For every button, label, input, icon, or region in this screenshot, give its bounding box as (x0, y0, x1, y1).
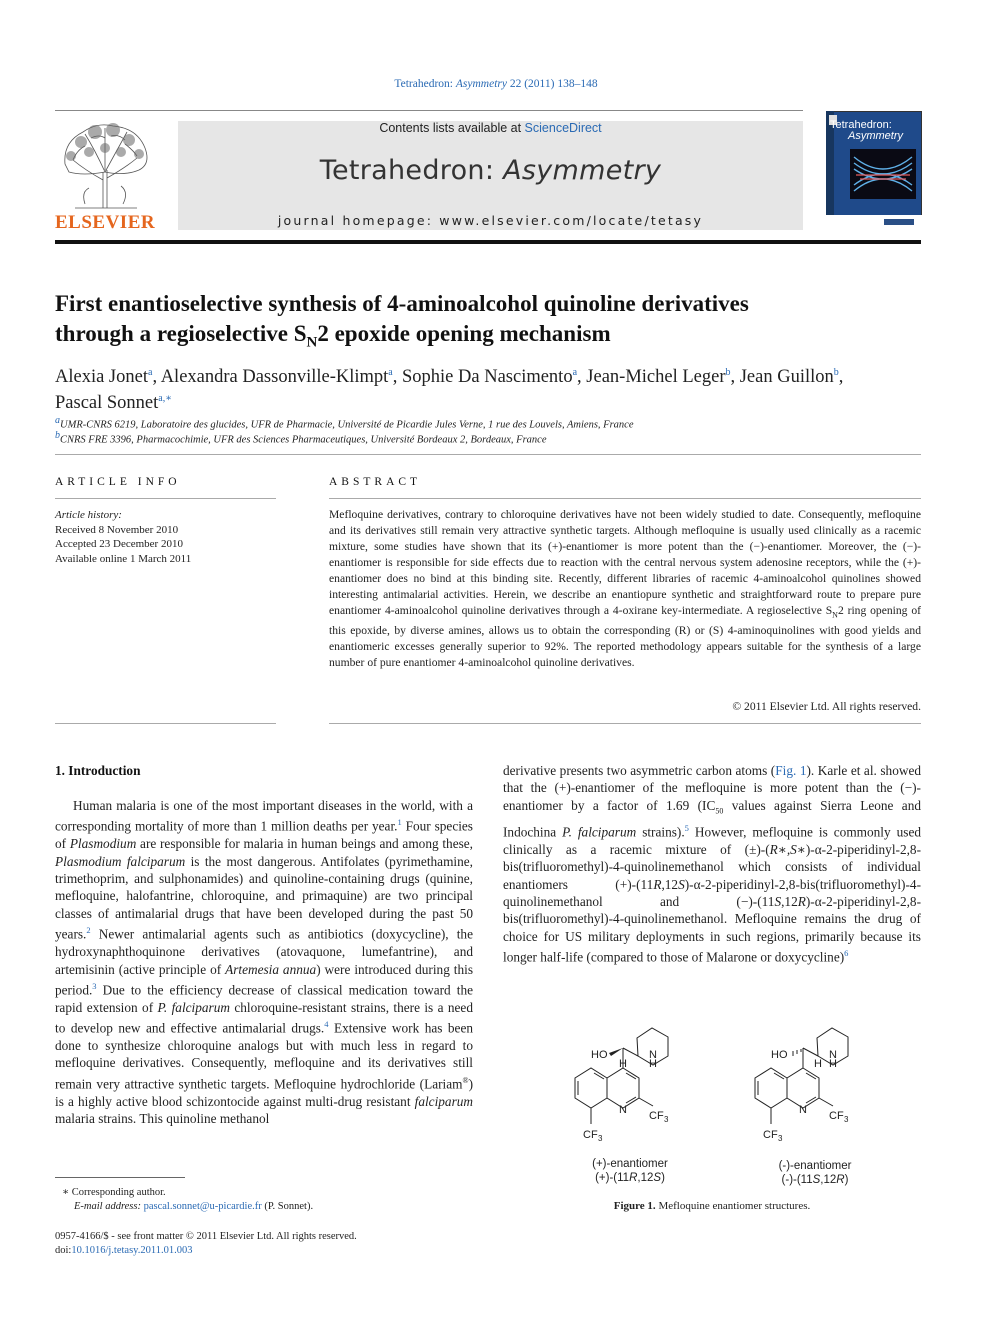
nitrogen-label: N (799, 1104, 807, 1116)
footnote-rule (55, 1177, 185, 1178)
stereo-hash (793, 1049, 801, 1056)
nitrogen-label: N (649, 1049, 657, 1061)
hydrogen-label: H (814, 1058, 822, 1070)
journal-name: Tetrahedron: Asymmetry (319, 155, 662, 186)
figure-1-caption: Figure 1. Mefloquine enantiomer structures. (613, 1200, 811, 1212)
email-note: E-mail address: pascal.sonnet@u-picardie.fr (P. Sonnet). (74, 1201, 314, 1212)
elsevier-wordmark: ELSEVIER (55, 212, 156, 233)
mefloquine-minus-structure (745, 1020, 885, 1155)
abstract-rule (329, 498, 921, 499)
sciencedirect-link[interactable]: ScienceDirect (524, 121, 602, 135)
contents-available: Contents lists available at ScienceDirect (379, 121, 602, 135)
cf3-subscript: 3 (598, 1134, 603, 1143)
figure-1-link[interactable]: Fig. 1 (775, 763, 807, 778)
reference-link[interactable]: 6 (844, 948, 849, 959)
article-info-label: ARTICLE INFO (55, 476, 181, 488)
enantiomer-label-minus: (-)-enantiomer (-)-(11S,12R) (778, 1160, 852, 1186)
header-bottom-rule (55, 240, 921, 244)
abstract-bottom-rule (329, 723, 921, 724)
cover-title: Tetrahedron: Asymmetry (830, 119, 903, 142)
author[interactable]: Pascal Sonnet$^{a,∗}$ (55, 393, 173, 414)
cf3-label: CF (583, 1129, 598, 1141)
elsevier-tree-logo (55, 120, 155, 212)
author[interactable]: Alexandra Dassonville-Klimpt$^a$ (160, 367, 393, 388)
cf3-label: CF (763, 1129, 778, 1141)
hydrogen-label: H (829, 1058, 837, 1070)
reference-link[interactable]: 2 (86, 925, 91, 936)
article-info-rule (55, 498, 276, 499)
cf3-subscript: 3 (844, 1115, 849, 1124)
intro-paragraph-1: Human malaria is one of the most important diseases in the world, with a corresponding mortality of more than 1 million deaths per year.$^1$ Four species of Plasmodium are responsible for malaria in human beings and among these, Plasmodium falciparum is the most dangerous. Antifolates (pyrimethamine, trimethoprim, and sulphonamides) and quinoline-containing drugs (quinine, mefloquine, halofantrine, chloroquine, and primaquine) are two principal classes of antimalarial drugs that have been developed during the past 50 years.$^2$ Newer antimalarial agents such as antibiotics (doxycycline), the hydroxynaphthoquinone derivatives (atovaquone, lumefantrine), and artemisinin (active principle of Artemesia annua) were introduced during this period.$^3$ Due to the efficiency decrease of classical medication toward the rapid extension of P. falciparum chloroquine-resistant strains, there is a need to develop new and effective antimalarial drugs.$^4$ Extensive work has been done to synthesize chloroquine analogs but with much less in regard to mefloquine derivatives. Consequently, mefloquine and its derivatives still remain very attractive synthetic targets. Mefloquine hydrochloride (Lariam®) is a highly active blood schizontocide against multi-drug resistant falciparum malaria strains. This quinoline methanol (55, 798, 473, 1127)
reference-link[interactable]: 5 (684, 822, 689, 833)
corresponding-author-note: ∗ Corresponding author. (62, 1187, 166, 1198)
author[interactable]: Jean-Michel Leger$^b$ (586, 367, 731, 388)
section-heading-introduction: 1. Introduction (55, 763, 141, 778)
reference-link[interactable]: 3 (92, 980, 97, 991)
hydrogen-label: H (619, 1058, 627, 1070)
issn-line: 0957-4166/$ - see front matter © 2011 Elsevier Ltd. All rights reserved. (55, 1231, 357, 1242)
hydroxyl-label: HO (771, 1049, 788, 1061)
cf3-label: CF (649, 1110, 664, 1122)
hydrogen-label: H (649, 1058, 657, 1070)
reference-link[interactable]: 4 (324, 1019, 329, 1030)
cf3-subscript: 3 (664, 1115, 669, 1124)
abstract-label: ABSTRACT (329, 476, 422, 488)
author[interactable]: Sophie Da Nascimento$^a$ (402, 367, 578, 388)
mefloquine-plus-structure (565, 1020, 705, 1155)
author-list: Alexia Jonet$^a$, Alexandra Dassonville-Klimpt$^a$, Sophie Da Nascimento$^a$, Jean-Michel Leger$^b$, Jean Guillon$^b$, Pascal Sonnet$^{a,∗}$ (55, 367, 844, 414)
header-top-rule (55, 110, 803, 111)
enantiomer-label-plus: (+)-enantiomer (+)-(11R,12S) (592, 1158, 668, 1184)
author[interactable]: Alexia Jonet$^a$ (55, 367, 153, 388)
article-title: First enantioselective synthesis of 4-aminoalcohol quinoline derivatives through a regioselective $S_N2$ epoxide opening mechanism (55, 291, 749, 351)
doi-line: doi:10.1016/j.tetasy.2011.01.003 (55, 1245, 193, 1256)
hydroxyl-label: HO (591, 1049, 608, 1061)
affiliation-a: $^a$UMR-CNRS 6219, Laboratoire des glucides, UFR de Pharmacie, Université de Picardie Jules Verne, 1 rue des Louvels, Amiens, France (55, 415, 634, 431)
doi-link[interactable]: 10.1016/j.tetasy.2011.01.003 (71, 1245, 193, 1256)
cf3-subscript: 3 (778, 1134, 783, 1143)
stereo-wedge (609, 1048, 623, 1056)
cf3-label: CF (829, 1110, 844, 1122)
journal-homepage[interactable]: journal homepage: www.elsevier.com/locate/tetasy (277, 213, 704, 228)
abstract-text: Mefloquine derivatives, contrary to chloroquine derivatives have not been widely studied to date. Consequently, mefloquine and its derivatives still remain very attractive synthetic targets. Although mefloquine is usually used clinically as a racemic mixture, some studies have shown that its (+)-enantiomer is more potent than the (−)-enantiomer. Moreover, the (−)-enantiomer is responsible for side effects due to reaction with the central nervous system adenosine receptors, while the (+)-enantiomer does no bind at this binding site. Recently, different libraries of racemic 4-aminoalcohol quinolines showed interesting antimalarial activities. Herein, we describe an enantiopure synthetic and straightforward route to prepare pure enantiomer 4-aminoalcohol quinoline derivatives through a 4-oxirane key-intermediate. A regioselective $S_N2$ ring opening of this epoxide, by diverse amines, allows us to obtain the corresponding (R) or (S) 4-aminoquinolines with good yields and enantiomeric excesses generally superior to 92%. The reported methodology appears suitable for the synthesis of a large number of pure enantiomer 4-aminoalcohol quinoline derivatives. (329, 508, 921, 670)
email-link[interactable]: pascal.sonnet@u-picardie.fr (143, 1201, 262, 1212)
intro-paragraph-2: derivative presents two asymmetric carbon atoms (Fig. 1). Karle et al. showed that the (+)-enantiomer of the mefloquine is more potent than the (−)-enantiomer by a factor of 1.69 ($IC_{50}$ values against Sierra Leone and Indochina P. falciparum strains).$^5$ However, mefloquine is commonly used clinically as a racemic mixture of (±)-(R∗,S∗)-α-2-piperidinyl-2,8-bis(trifluoromethyl)-4-quinolinemethanol which consists of individual enantiomers (+)-(11R,12S)-α-2-piperidinyl-2,8-bis(trifluoromethyl)-4-quinolinemethanol and (−)-(11S,12R)-α-2-piperidinyl-2,8-bis(trifluoromethyl)-4-quinolinemethanol. Mefloquine remains the drug of choice for US military deployments in such regions, primarily because its longer half-life (compared to those of Malarone or doxycycline)$^6$ (503, 763, 922, 965)
reference-link[interactable]: 1 (397, 817, 402, 828)
article-history: Article history: Received 8 November 2010 Accepted 23 December 2010 Available online 1 March 2011 (55, 509, 192, 565)
abstract-copyright: © 2011 Elsevier Ltd. All rights reserved. (732, 700, 921, 713)
author[interactable]: Jean Guillon$^b$ (739, 367, 839, 388)
affiliation-b: $^b$CNRS FRE 3396, Pharmacochimie, UFR des Sciences Pharmaceutiques, Université Bordeaux 2, Bordeaux, France (55, 430, 547, 446)
nitrogen-label: N (619, 1104, 627, 1116)
affiliation-rule (55, 454, 921, 455)
journal-citation[interactable]: Tetrahedron: Asymmetry 22 (2011) 138–148 (394, 78, 598, 90)
article-info-bottom-rule (55, 723, 276, 724)
nitrogen-label: N (829, 1049, 837, 1061)
